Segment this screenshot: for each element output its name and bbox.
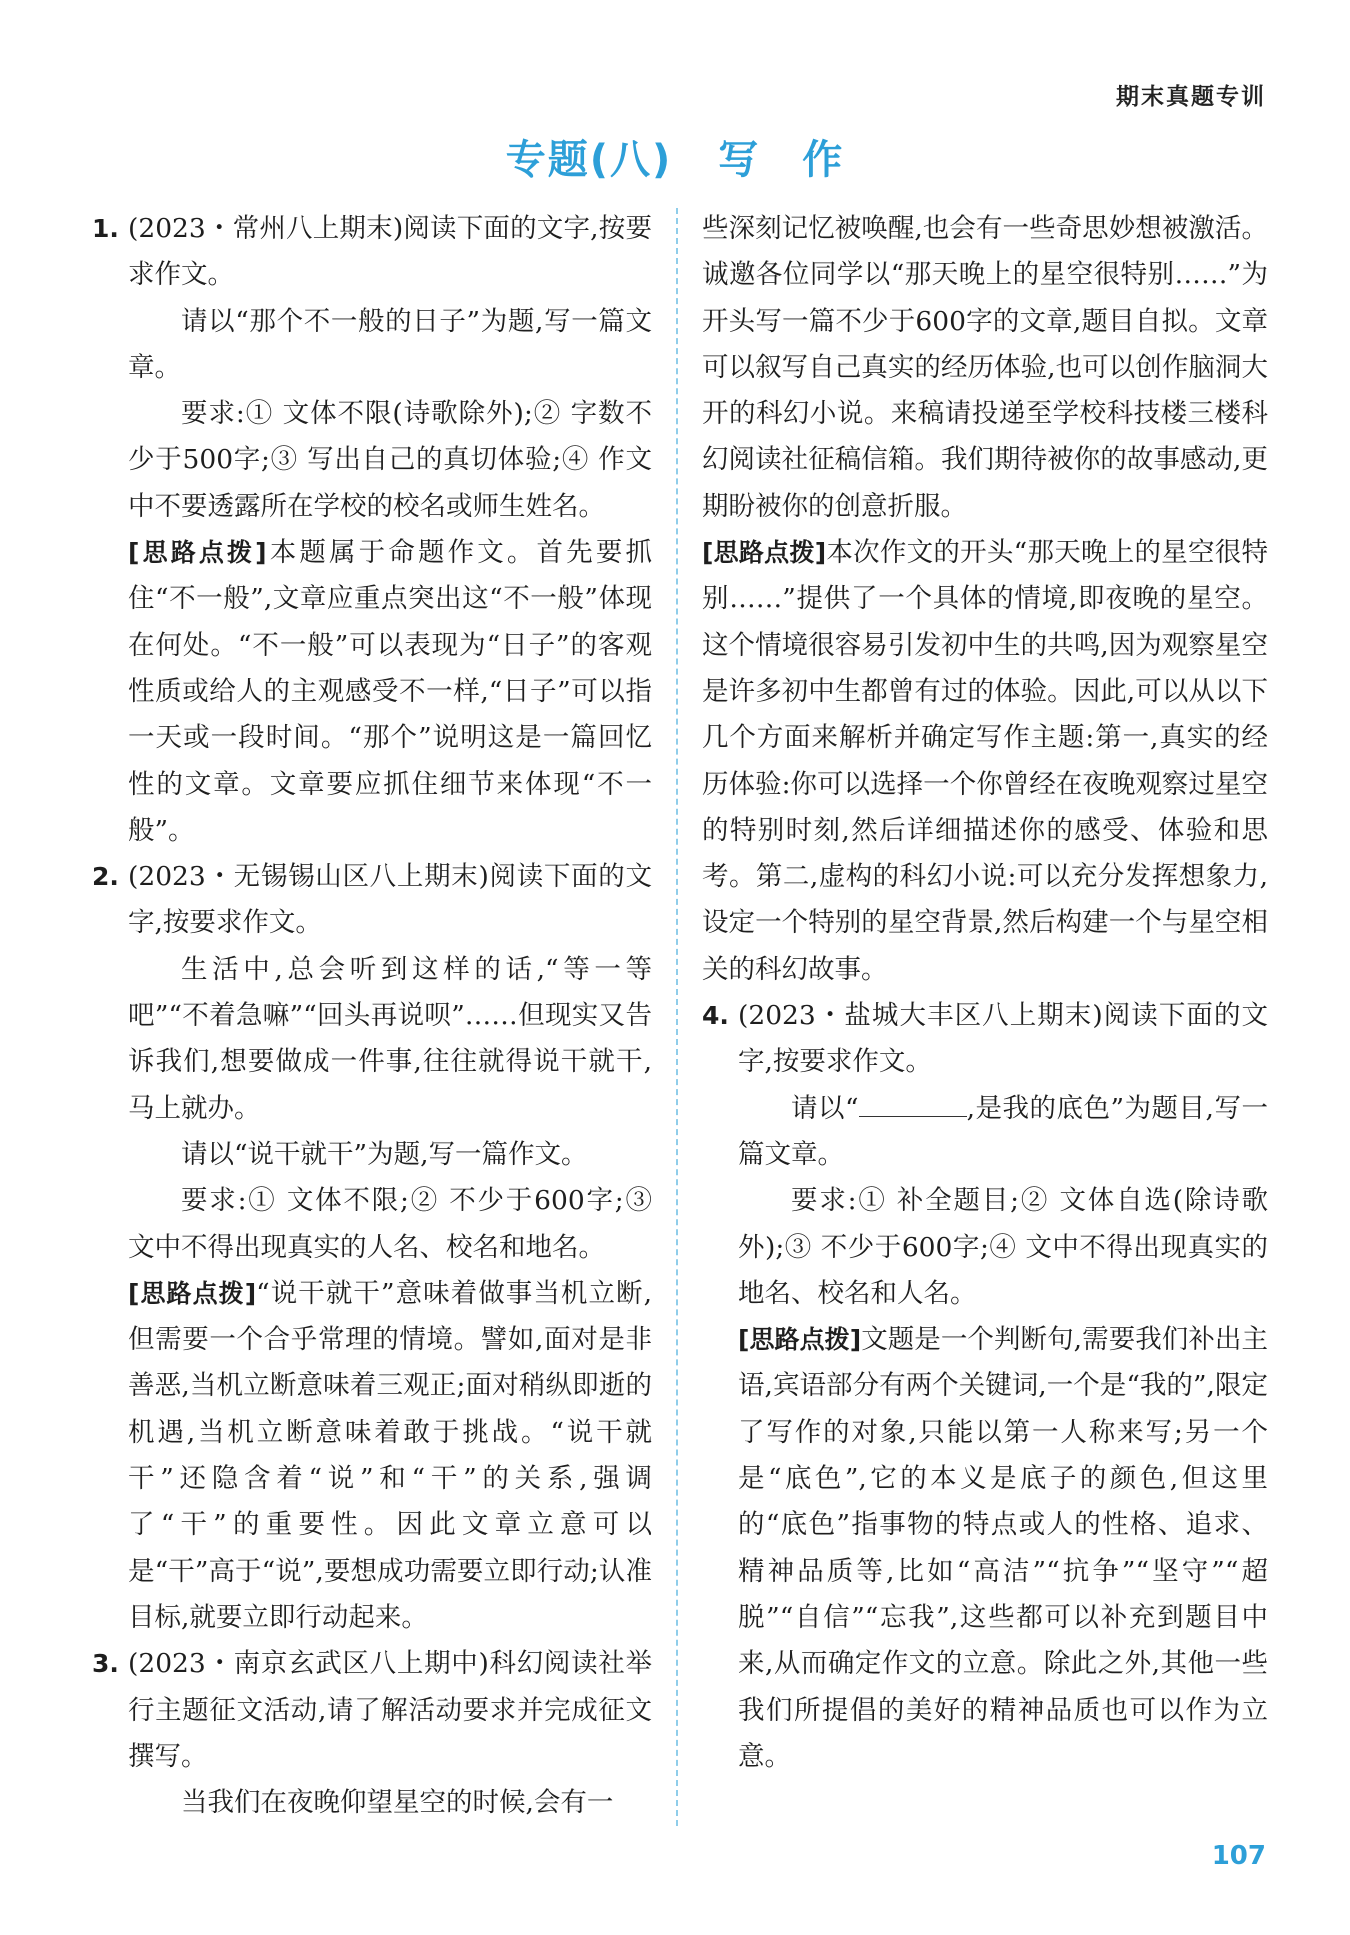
question-requirements: 要求:① 补全题目;② 文体自选(除诗歌外);③ 不少于600字;④ 文中不得出现真实的地名、校名和人名。 (738, 1185, 1268, 1309)
hint-block (92, 530, 652, 854)
title-topic: 专题(八) (505, 137, 673, 183)
question-3 (92, 1641, 652, 1826)
question-requirements: 要求:① 文体不限;② 不少于600字;③ 文中不得出现真实的人名、校名和地名。 (128, 1185, 652, 1263)
hint-block (92, 1271, 652, 1641)
hint-label: [思路点拨] (702, 538, 827, 568)
right-column (702, 206, 1268, 1780)
hint-block (702, 530, 1268, 993)
question-requirements: 要求:① 文体不限(诗歌除外);② 字数不少于500字;③ 写出自己的真切体验;④ 作文中不要透露所在学校的校名或师生姓名。 (128, 398, 652, 522)
hint-text: 本题属于命题作文。首先要抓住“不一般”,文章应重点突出这“不一般”体现在何处。“不一般”可以表现为“日子”的客观性质或给人的主观感受不一样,“日子”可以指一天或一段时间。“那个”说明这是一篇回忆性的文章。文章要应抓住细节来体现“不一般”。 (128, 537, 653, 846)
question-number: 4. (702, 1001, 729, 1031)
question-4 (702, 993, 1268, 1780)
question-prompt: (2023・常州八上期末)阅读下面的文字,按要求作文。 (128, 213, 652, 291)
question-prompt: (2023・盐城大丰区八上期末)阅读下面的文字,按要求作文。 (738, 1000, 1268, 1078)
question-1 (92, 206, 652, 854)
hint-text: 文题是一个判断句,需要我们补出主语,宾语部分有两个关键词,一个是“我的”,限定了写作的对象,只能以第一人称来写;另一个是“底色”,它的本义是底子的颜色,但这里的“底色”指事物的特点或人的性格、追求、精神品质等,比如“高洁”“抗争”“坚守”“超脱”“自信”“忘我”,这些都可以补充到题目中来,从而确定作文的立意。除此之外,其他一些我们所提倡的美好的精神品质也可以作为立意。 (738, 1324, 1268, 1772)
page-title (0, 128, 1350, 185)
running-header: 期末真题专训 (1116, 84, 1266, 110)
question-body-continued: 些深刻记忆被唤醒,也会有一些奇思妙想被激活。诚邀各位同学以“那天晚上的星空很特别……”为开头写一篇不少于600字的文章,题目自拟。文章可以叙写自己真实的经历体验,也可以创作脑洞大开的科幻小说。来稿请投递至学校科技楼三楼科幻阅读社征稿信箱。我们期待被你的故事感动,更期盼被你的创意折服。 (702, 213, 1268, 522)
title-name: 写 作 (718, 137, 845, 183)
question-body-post: ,是我的底色”为题目,写一篇文章。 (738, 1092, 1268, 1170)
hint-label: [思路点拨] (128, 538, 267, 568)
question-prompt: (2023・南京玄武区八上期中)科幻阅读社举行主题征文活动,请了解活动要求并完成征文撰写。 (128, 1648, 652, 1772)
question-prompt: (2023・无锡锡山区八上期末)阅读下面的文字,按要求作文。 (128, 861, 652, 939)
hint-text: 本次作文的开头“那天晚上的星空很特别……”提供了一个具体的情境,即夜晚的星空。这个情境很容易引发初中生的共鸣,因为观察星空是许多初中生都曾有过的体验。因此,可以从以下几个方面来解析并确定写作主题:第一,真实的经历体验:你可以选择一个你曾经在夜晚观察过星空的特别时刻,然后详细描述你的感受、体验和思考。第二,虚构的科幻小说:可以充分发挥想象力,设定一个特别的星空背景,然后构建一个与星空相关的科幻故事。 (702, 537, 1268, 985)
page-number: 107 (1211, 1841, 1266, 1871)
question-body-pre: 请以“ (791, 1092, 859, 1124)
question-body: 请以“那个不一般的日子”为题,写一篇文章。 (128, 305, 652, 383)
question-number: 2. (92, 862, 119, 892)
question-number: 1. (92, 214, 119, 243)
question-2 (92, 854, 652, 1641)
question-body (738, 1086, 1268, 1179)
question-body: 当我们在夜晚仰望星空的时候,会有一 (181, 1787, 614, 1819)
left-column (92, 206, 652, 1826)
hint-label: [思路点拨] (738, 1325, 862, 1355)
hint-block (702, 1317, 1268, 1780)
question-body: 生活中,总会听到这样的话,“等一等吧”“不着急嘛”“回头再说呗”……但现实又告诉我们,想要做成一件事,往往就得说干就干,马上就办。 (128, 953, 652, 1124)
question-number: 3. (92, 1649, 119, 1679)
hint-label: [思路点拨] (128, 1278, 257, 1308)
column-divider (676, 208, 678, 1826)
hint-text: “说干就干”意味着做事当机立断,但需要一个合乎常理的情境。譬如,面对是非善恶,当机立断意味着三观正;面对稍纵即逝的机遇,当机立断意味着敢于挑战。“说干就干”还隐含着“说”和“干”的关系,强调了“干”的重要性。因此文章立意可以是“干”高于“说”,要想成功需要立即行动;认准目标,就要立即行动起来。 (128, 1277, 652, 1633)
question-body: 请以“说干就干”为题,写一篇作文。 (181, 1138, 588, 1170)
fill-in-blank (859, 1092, 967, 1117)
